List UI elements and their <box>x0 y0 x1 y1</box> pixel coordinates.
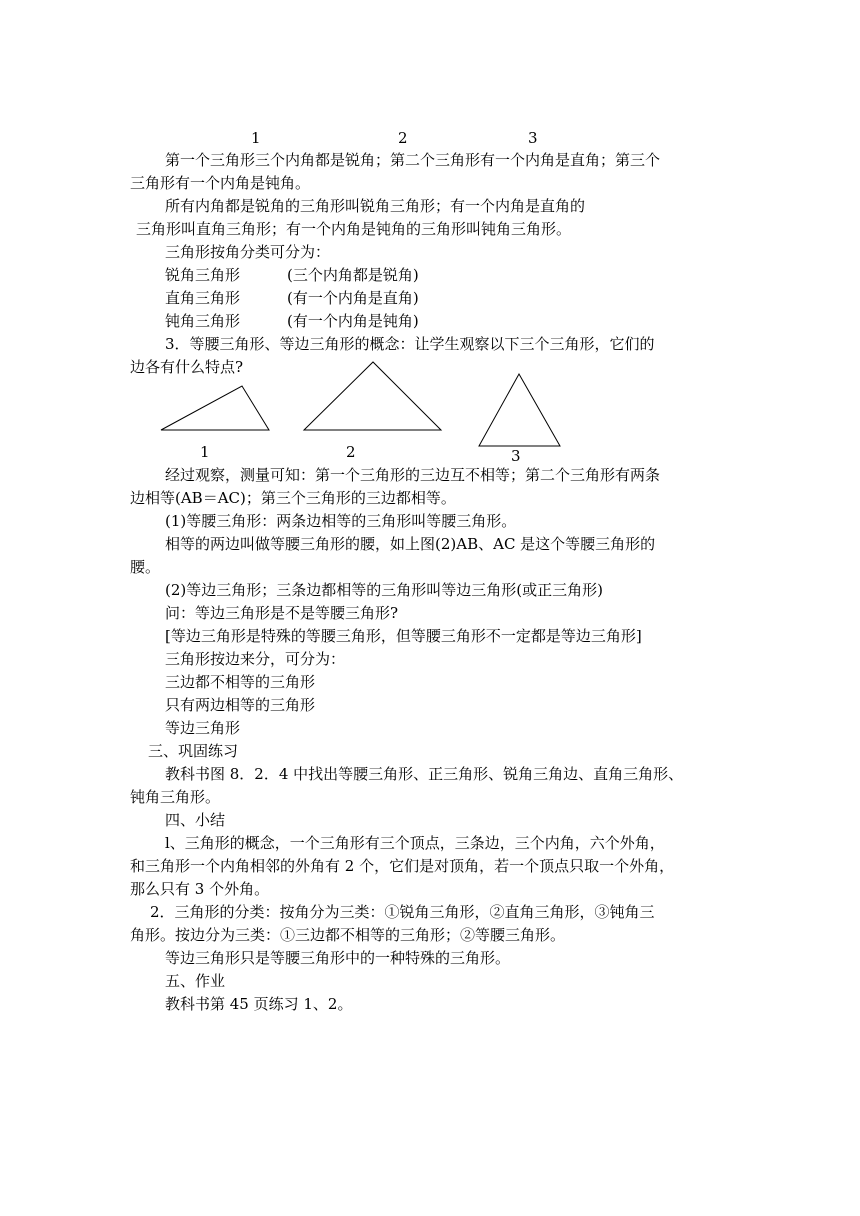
figure-label-1: 1 <box>200 443 210 461</box>
side-class-item: 三边都不相等的三角形 <box>165 673 316 691</box>
figure-label-2: 2 <box>398 129 408 147</box>
paragraph-line: 三角形叫直角三角形；有一个内角是钝角的三角形叫钝角三角形。 <box>136 220 572 238</box>
isosceles-triangle <box>304 362 441 430</box>
side-classification-intro: 三角形按边来分，可分为： <box>165 650 346 668</box>
figure-label-3: 3 <box>511 447 521 465</box>
paragraph-line: 2．三角形的分类：按角分为三类：①锐角三角形，②直角三角形，③钝角三 <box>150 903 655 921</box>
figure-label-3: 3 <box>528 129 538 147</box>
answer: [等边三角形是特殊的等腰三角形，但等腰三角形不一定都是等边三角形] <box>165 627 642 645</box>
figure-label-2: 2 <box>346 443 356 461</box>
paragraph-line: 所有内角都是锐角的三角形叫锐角三角形；有一个内角是直角的 <box>165 197 586 215</box>
paragraph-line: l、三角形的概念，一个三角形有三个顶点，三条边，三个内角，六个外角， <box>165 834 665 852</box>
paragraph-line: 相等的两边叫做等腰三角形的腰，如上图(2)AB、AC 是这个等腰三角形的 <box>165 535 656 553</box>
angle-class-desc: (三个内角都是锐角) <box>287 266 419 284</box>
angle-classification-intro: 三角形按角分类可分为： <box>165 243 331 261</box>
paragraph-line: 教科书第 45 页练习 1、2。 <box>165 995 353 1013</box>
equilateral-definition: (2)等边三角形；三条边都相等的三角形叫等边三角形(或正三角形) <box>165 581 603 599</box>
paragraph-line: 角形。按边分为三类：①三边都不相等的三角形；②等腰三角形。 <box>130 926 566 944</box>
paragraph-line: 教科书图 8．2．4 中找出等腰三角形、正三角形、锐角三角边、直角三角形、 <box>165 765 684 783</box>
isosceles-definition: (1)等腰三角形：两条边相等的三角形叫等腰三角形。 <box>165 512 517 530</box>
paragraph-line: 第一个三角形三个内角都是锐角；第二个三角形有一个内角是直角；第三个 <box>165 151 661 169</box>
paragraph-line: 3．等腰三角形、等边三角形的概念：让学生观察以下三个三角形，它们的 <box>165 335 655 353</box>
section-heading: 五、作业 <box>165 972 226 990</box>
paragraph-line: 钝角三角形。 <box>130 788 221 806</box>
section-heading: 三、巩固练习 <box>148 742 239 760</box>
side-class-item: 只有两边相等的三角形 <box>165 696 316 714</box>
angle-class-name: 直角三角形 <box>165 289 241 307</box>
side-class-item: 等边三角形 <box>165 719 241 737</box>
paragraph-line: 经过观察，测量可知：第一个三角形的三边互不相等；第二个三角形有两条 <box>165 466 661 484</box>
question: 问：等边三角形是不是等腰三角形? <box>165 604 399 622</box>
paragraph-line: 边各有什么特点? <box>130 358 244 376</box>
figure-label-1: 1 <box>251 129 261 147</box>
angle-class-name: 锐角三角形 <box>165 266 241 284</box>
angle-class-desc: (有一个内角是钝角) <box>287 312 419 330</box>
paragraph-line: 等边三角形只是等腰三角形中的一种特殊的三角形。 <box>165 949 511 967</box>
angle-class-name: 钝角三角形 <box>165 312 241 330</box>
equilateral-triangle <box>479 374 560 446</box>
paragraph-line: 边相等(AB＝AC)；第三个三角形的三边都相等。 <box>130 489 456 507</box>
paragraph-line: 腰。 <box>130 558 161 576</box>
section-heading: 四、小结 <box>165 811 226 829</box>
paragraph-line: 那么只有 3 个外角。 <box>130 880 270 898</box>
paragraph-line: 和三角形一个内角相邻的外角有 2 个，它们是对顶角，若一个顶点只取一个外角， <box>130 857 675 875</box>
angle-class-desc: (有一个内角是直角) <box>287 289 419 307</box>
paragraph-line: 三角形有一个内角是钝角。 <box>130 174 311 192</box>
scalene-triangle <box>161 386 269 430</box>
